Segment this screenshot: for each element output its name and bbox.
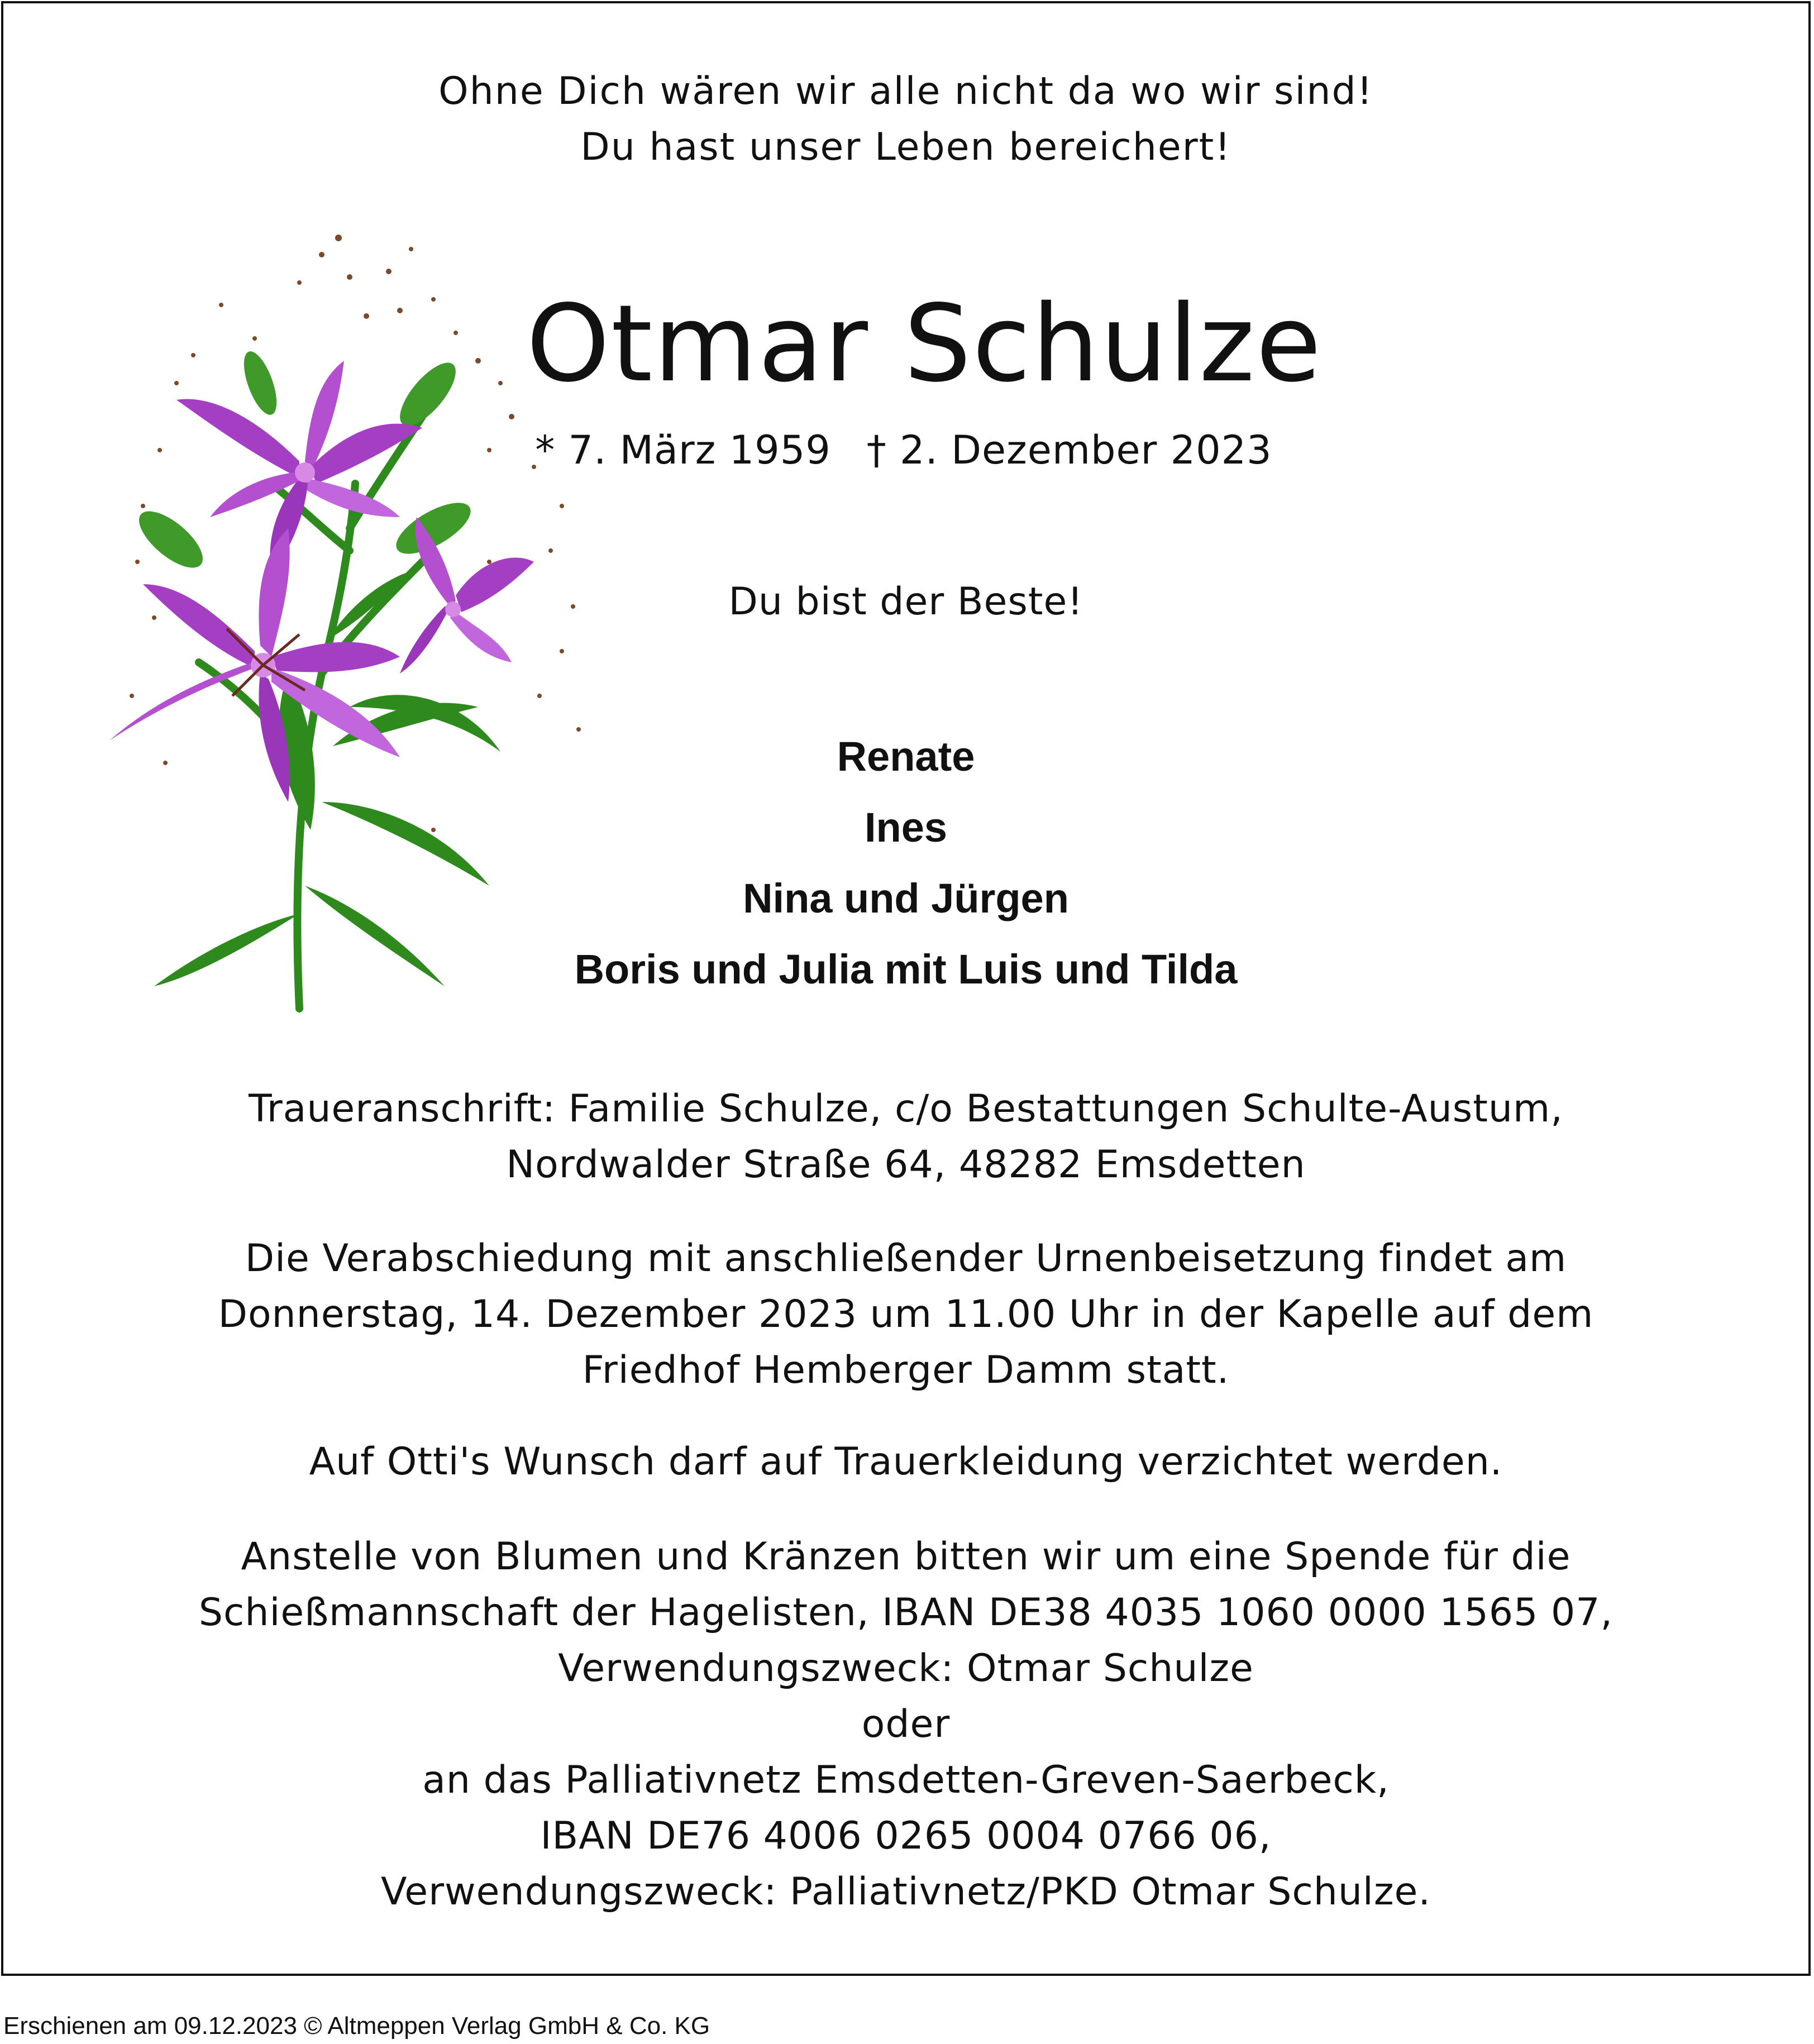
mourning-address-line: Traueranschrift: Familie Schulze, c/o Bestattungen Schulte-Austum,	[249, 1087, 1563, 1131]
dress-code-note: Auf Otti's Wunsch darf auf Trauerkleidung verzichtet werden.	[309, 1440, 1503, 1484]
obituary-frame	[1, 1, 1811, 1976]
service-info-line: Die Verabschiedung mit anschließender Urnenbeisetzung findet am	[245, 1236, 1567, 1281]
opening-quote-line-1: Ohne Dich wären wir alle nicht da wo wir sind!	[438, 69, 1373, 113]
service-info-line: Friedhof Hemberger Damm statt.	[582, 1348, 1230, 1392]
birth-date: * 7. März 1959	[535, 427, 831, 473]
mourner-name: Renate	[837, 733, 975, 780]
donation-request	[3, 1529, 1808, 1920]
publication-footer: Erschienen am 09.12.2023 © Altmeppen Verlag GmbH & Co. KG	[3, 2012, 710, 2040]
donation-line: IBAN DE76 4006 0265 0004 0766 06,	[540, 1814, 1272, 1858]
opening-quote-line-2: Du hast unser Leben bereichert!	[580, 125, 1231, 169]
donation-line: an das Palliativnetz Emsdetten-Greven-Saerbeck,	[422, 1758, 1390, 1802]
service-info-line: Donnerstag, 14. Dezember 2023 um 11.00 Uhr in der Kapelle auf dem	[218, 1292, 1594, 1336]
mourning-address-line: Nordwalder Straße 64, 48282 Emsdetten	[506, 1143, 1306, 1187]
death-date: † 2. Dezember 2023	[866, 427, 1272, 473]
opening-quote	[3, 64, 1808, 175]
donation-line: oder	[861, 1702, 951, 1746]
donation-line: Verwendungszweck: Otmar Schulze	[558, 1646, 1254, 1690]
mourner-name: Nina und Jürgen	[743, 875, 1069, 921]
tagline: Du bist der Beste!	[728, 580, 1083, 624]
donation-line: Verwendungszweck: Palliativnetz/PKD Otmar Schulze.	[381, 1870, 1431, 1914]
mourners-list	[3, 721, 1808, 1005]
life-dates	[1, 423, 1806, 477]
mourning-address	[3, 1081, 1808, 1193]
donation-line: Schießmannschaft der Hagelisten, IBAN DE38 4035 1060 0000 1565 07,	[198, 1591, 1613, 1635]
funeral-service-info	[3, 1231, 1808, 1398]
mourner-name: Boris und Julia mit Luis und Tilda	[574, 946, 1238, 992]
deceased-name: Otmar Schulze	[526, 282, 1323, 405]
donation-line: Anstelle von Blumen und Kränzen bitten wir um eine Spende für die	[241, 1535, 1571, 1579]
mourner-name: Ines	[864, 804, 948, 851]
